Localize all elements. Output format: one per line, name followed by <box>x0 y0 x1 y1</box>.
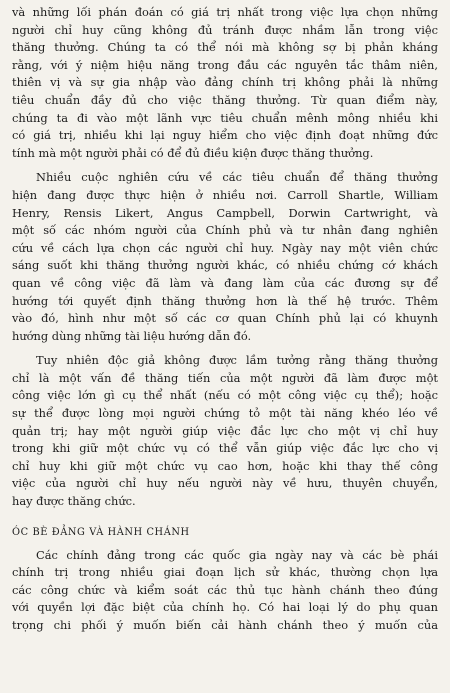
text-line: thăng thưởng. Chúng ta có thể nói mà không sợ bị phản kháng <box>12 40 438 55</box>
text-line: trọng chi phối ý muốn biến cải hành chánh theo ý muốn của <box>12 618 438 632</box>
text-line: Nhiều cuộc nghiên cứu về các tiêu chuẩn để thăng thưởng <box>36 170 438 185</box>
text-line: các công chức và kiểm soát các thủ tục hành chánh theo đúng <box>12 582 438 597</box>
text-line: cứu về cách lựa chọn các người chỉ huy. Ngày nay một viên chức <box>12 240 438 255</box>
text-line: có giá trị, nhiều khi lại nguy hiểm cho việc định đoạt những đức <box>12 128 438 143</box>
paragraph-partisanship <box>12 547 438 635</box>
text-line: chỉ huy khi giữ một chức vụ cao hơn, hoặc khi thay thế công <box>12 458 438 473</box>
text-line: vào đó, hình như một số các cơ quan Chính phủ lại có khuynh <box>12 311 438 326</box>
text-line: Henry, Rensis Likert, Angus Campbell, Dorwin Cartwright, và <box>12 205 438 220</box>
text-line: việc của người chỉ huy nếu người này về hưu, thuyên chuyển, <box>12 476 438 491</box>
text-line: quản trị; hay một người giúp việc đắc lực cho một vị chỉ huy <box>12 423 438 438</box>
paragraph-promotion-research <box>12 169 438 345</box>
text-line: và những lối phán đoán có giá trị nhất trong việc lựa chọn những <box>12 5 438 19</box>
paragraph-promotion-caveat <box>12 352 438 510</box>
text-line: chính trị trong nhiều giai đoạn lịch sử khác, thường chọn lựa <box>12 565 438 580</box>
text-line: thiên vị và sự gia nhập vào đảng chính trị không phải là những <box>12 75 438 90</box>
text-line: trong khi giữ một chức vụ có thể vẫn giúp việc đắc lực cho vị <box>12 441 438 456</box>
text-line: hiện đang được thực hiện ở nhiều nơi. Carroll Shartle, William <box>12 187 438 202</box>
text-line: chỉ là một vấn đề thăng tiến của một người đã làm được một <box>12 370 438 385</box>
text-line: Các chính đảng trong các quốc gia ngày nay và các bè phái <box>36 547 438 562</box>
section-heading: ÓC BÈ ĐẢNG VÀ HÀNH CHÁNH <box>12 526 190 538</box>
text-line: sáng suốt khi thăng thưởng người khác, có nhiều chứng cớ khách <box>12 258 438 273</box>
text-line: công việc lớn gì cụ thể nhất (nếu có một công việc cụ thể); hoặc <box>12 388 438 403</box>
text-line: hướng dùng những tài liệu hướng dẫn đó. <box>12 328 252 343</box>
text-line: hay được thăng chức. <box>12 494 136 509</box>
paragraph-promotion-judgment <box>12 4 438 162</box>
text-line: với quyền lợi đặc biệt của chính họ. Có hai loại lý do phụ quan <box>12 600 438 615</box>
text-line: chúng ta đi vào một lãnh vực tiêu chuẩn mênh mông nhiều khi <box>12 110 438 125</box>
text-line: người chỉ huy cũng không đủ tránh được nhầm lẫn trong việc <box>12 22 438 37</box>
text-line: sự thể được lòng mọi người chứng tỏ một tài năng khéo léo về <box>12 406 438 421</box>
text-line: tiêu chuẩn đầy đủ cho việc thăng thưởng. Từ quan điểm này, <box>12 92 438 107</box>
text-line: Tuy nhiên độc giả không được lầm tưởng rằng thăng thưởng <box>36 353 438 368</box>
text-line: rằng, với ý niệm hiệu năng trong đầu các nguyên tắc thâm niên, <box>12 57 438 72</box>
text-line: một số các nhóm người của Chính phủ và tư nhân đang nghiên <box>12 223 438 238</box>
text-line: quan về công việc đã làm và đang làm của các đương sự để <box>12 275 438 290</box>
text-line: tính mà một người phải có để đủ điều kiện được thăng thưởng. <box>12 145 374 160</box>
text-line: hướng tới quyết định thăng thưởng hơn là thế hệ trước. Thêm <box>12 293 438 308</box>
